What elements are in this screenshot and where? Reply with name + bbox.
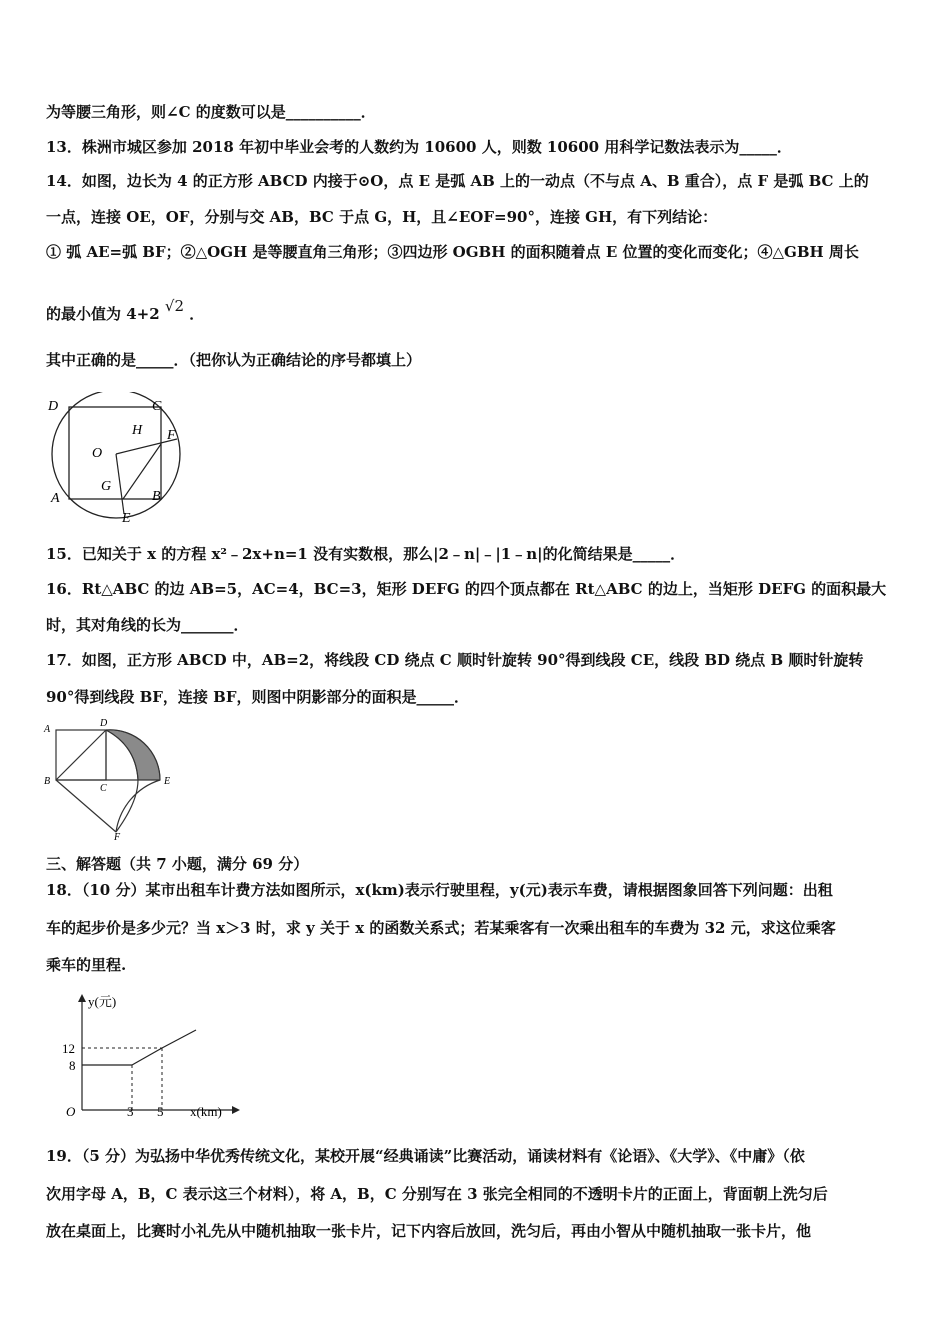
- q17-figure: [40, 718, 180, 842]
- label-e: E: [164, 776, 171, 787]
- q14-line1: 14．如图，边长为 4 的正方形 ABCD 内接于⊙O，点 E 是弧 AB 上的一动点（不与点 A、B 重合），点 F 是弧 BC 上的: [46, 172, 869, 190]
- label-b: B: [152, 489, 161, 504]
- q19-line1: 19．（5 分）为弘扬中华优秀传统文化，某校开展“经典诵读”比赛活动，诵读材料有《论语》、《大学》、《中庸》（依: [46, 1147, 805, 1165]
- ytick-8: 8: [69, 1058, 76, 1073]
- label-c: C: [100, 783, 107, 794]
- label-c: C: [152, 399, 162, 414]
- xtick-3: 3: [127, 1104, 134, 1119]
- xtick-5: 5: [157, 1104, 164, 1119]
- sqrt-two: √2: [164, 297, 185, 315]
- q14-line4-end: ．: [189, 305, 205, 323]
- q18-figure: [56, 986, 246, 1124]
- label-e: E: [122, 511, 131, 526]
- q18-line1: 18．（10 分）某市出租车计费方法如图所示，x(km)表示行驶里程，y(元)表示车费，请根据图象回答下列问题：出租: [46, 881, 833, 899]
- q18-line3: 乘车的里程.: [46, 956, 127, 974]
- q14-figure: [44, 392, 194, 528]
- q16-line1: 16．Rt△ABC 的边 AB=5，AC=4，BC=3，矩形 DEFG 的四个顶点都在 Rt△ABC 的边上，当矩形 DEFG 的面积最大: [46, 580, 887, 598]
- label-a: A: [44, 724, 51, 735]
- q17-line2: 90°得到线段 BF，连接 BF，则图中阴影部分的面积是_____．: [46, 688, 469, 706]
- q14-line4-text: 的最小值为 4+2: [46, 305, 160, 323]
- q14-line5: 其中正确的是_____．（把你认为正确结论的序号都填上）: [46, 351, 422, 369]
- q14-line2: 一点，连接 OE，OF，分别与交 AB，BC 于点 G，H，且∠EOF=90°，连接 GH，有下列结论：: [46, 208, 718, 226]
- q15: 15．已知关于 x 的方程 x²﹣2x+n=1 没有实数根，那么|2﹣n|﹣|1﹣n|的化简结果是_____．: [46, 545, 686, 563]
- label-d: D: [48, 399, 59, 414]
- label-f: F: [114, 832, 121, 842]
- q19-line3: 放在桌面上，比赛时小礼先从中随机抽取一张卡片，记下内容后放回，洗匀后，再由小智从中随机抽取一张卡片，他: [46, 1222, 812, 1240]
- q14-line3: ① 弧 AE=弧 BF；②△OGH 是等腰直角三角形；③四边形 OGBH 的面积随着点 E 位置的变化而变化；④△GBH 周长: [46, 243, 859, 261]
- y-axis-label: y(元): [88, 994, 117, 1009]
- q19-line2: 次用字母 A，B，C 表示这三个材料），将 A，B，C 分别写在 3 张完全相同的不透明卡片的正面上，背面朝上洗匀后: [46, 1185, 828, 1203]
- section-title: 三、解答题（共 7 小题，满分 69 分）: [46, 855, 309, 873]
- label-g: G: [101, 479, 112, 494]
- q12-tail: 为等腰三角形，则∠C 的度数可以是__________．: [46, 103, 376, 121]
- q16-line2: 时，其对角线的长为_______．: [46, 616, 249, 634]
- x-axis-label: x(km): [190, 1104, 222, 1119]
- ytick-12: 12: [62, 1041, 75, 1056]
- label-o: O: [92, 446, 103, 461]
- label-a: A: [51, 491, 60, 506]
- label-d: D: [100, 718, 108, 729]
- origin-label: O: [66, 1104, 76, 1119]
- label-b: B: [44, 776, 51, 787]
- q17-line1: 17．如图，正方形 ABCD 中，AB=2，将线段 CD 绕点 C 顺时针旋转 90°得到线段 CE，线段 BD 绕点 B 顺时针旋转: [46, 651, 864, 669]
- label-f: F: [167, 428, 176, 443]
- q18-line2: 车的起步价是多少元？当 x＞3 时，求 y 关于 x 的函数关系式；若某乘客有一次乘出租车的车费为 32 元，求这位乘客: [46, 919, 836, 937]
- label-h: H: [132, 423, 143, 438]
- q14-line4: [46, 297, 910, 324]
- q13: 13．株洲市城区参加 2018 年初中毕业会考的人数约为 10600 人，则数 10600 用科学记数法表示为_____．: [46, 138, 792, 156]
